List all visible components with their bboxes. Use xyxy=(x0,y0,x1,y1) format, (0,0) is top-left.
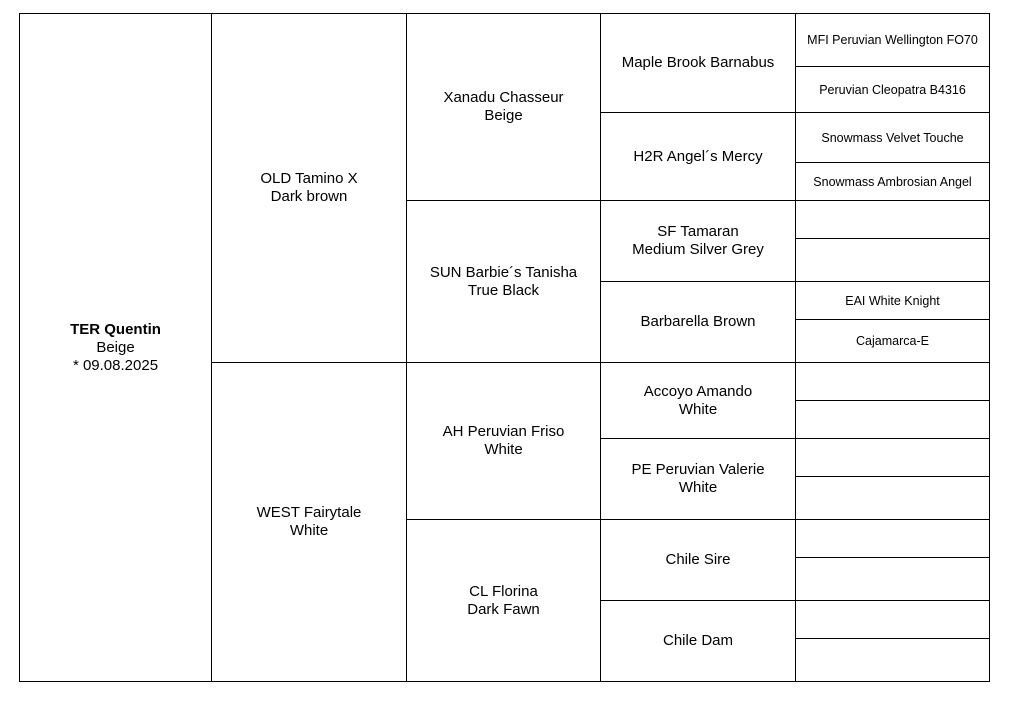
ggg-parent-cell xyxy=(795,557,990,601)
ggg-parent-cell xyxy=(795,438,990,477)
great-grandparent-cell xyxy=(600,438,796,520)
grandparent-cell xyxy=(406,519,601,682)
grandparent-cell xyxy=(406,362,601,520)
ggg-parent-cell xyxy=(795,400,990,439)
great-grandparent-name: Accoyo Amando xyxy=(643,382,753,400)
ggg-parent-cell xyxy=(795,519,990,558)
great-grandparent-cell xyxy=(600,281,796,363)
great-grandparent-name: SF Tamaran xyxy=(657,223,739,240)
ggg-parent-cell xyxy=(795,281,990,320)
ggg-parent-cell xyxy=(795,162,990,201)
grandparent-color: Dark Fawn xyxy=(467,600,540,618)
ggg-parent-cell xyxy=(795,476,990,520)
dam-cell xyxy=(211,362,407,682)
ggg-parent-name: Snowmass Velvet Touche xyxy=(821,130,964,145)
grandparent-color: True Black xyxy=(467,281,540,299)
ggg-parent-name: Snowmass Ambrosian Angel xyxy=(813,174,972,189)
subject-birth: * 09.08.2025 xyxy=(72,356,159,374)
dam-name: WEST Fairytale xyxy=(256,504,362,521)
grandparent-color: Beige xyxy=(484,107,523,124)
great-grandparent-name: PE Peruvian Valerie xyxy=(631,461,765,478)
ggg-parent-name: Peruvian Cleopatra B4316 xyxy=(819,82,966,97)
ggg-parent-name: MFI Peruvian Wellington FO70 xyxy=(807,33,978,47)
ggg-parent-cell xyxy=(795,238,990,282)
great-grandparent-name: H2R Angel´s Mercy xyxy=(633,147,763,165)
grandparent-cell xyxy=(406,200,601,363)
great-grandparent-name: Maple Brook Barnabus xyxy=(621,54,775,71)
great-grandparent-cell xyxy=(600,13,796,113)
subject-name: TER Quentin xyxy=(70,320,161,338)
grandparent-name: SUN Barbie´s Tanisha xyxy=(429,263,578,281)
ggg-parent-cell xyxy=(795,319,990,363)
grandparent-color: White xyxy=(484,441,523,458)
great-grandparent-cell xyxy=(600,112,796,201)
sire-name: OLD Tamino X xyxy=(260,170,358,187)
ggg-parent-cell xyxy=(795,66,990,113)
ggg-parent-cell xyxy=(795,362,990,401)
subject-cell xyxy=(19,13,212,682)
great-grandparent-cell xyxy=(600,600,796,682)
ggg-parent-cell xyxy=(795,112,990,163)
ggg-parent-cell xyxy=(795,600,990,639)
grandparent-name: Xanadu Chasseur xyxy=(443,89,564,106)
ggg-parent-name: Cajamarca-E xyxy=(856,334,929,348)
great-grandparent-name: Chile Dam xyxy=(662,632,734,649)
sire-color: Dark brown xyxy=(270,188,348,205)
ggg-parent-name: EAI White Knight xyxy=(845,293,940,308)
great-grandparent-cell xyxy=(600,200,796,282)
ggg-parent-cell xyxy=(795,200,990,239)
great-grandparent-name: Chile Sire xyxy=(665,551,731,568)
subject-color: Beige xyxy=(96,338,135,356)
great-grandparent-cell xyxy=(600,519,796,601)
grandparent-name: CL Florina xyxy=(469,582,538,600)
dam-color: White xyxy=(289,522,329,539)
sire-cell xyxy=(211,13,407,363)
ggg-parent-cell xyxy=(795,638,990,682)
grandparent-name: AH Peruvian Friso xyxy=(442,423,565,440)
great-grandparent-color: White xyxy=(678,400,718,418)
grandparent-cell xyxy=(406,13,601,201)
great-grandparent-color: White xyxy=(678,479,718,496)
great-grandparent-name: Barbarella Brown xyxy=(640,313,756,330)
great-grandparent-color: Medium Silver Grey xyxy=(632,241,764,258)
ggg-parent-cell xyxy=(795,13,990,67)
great-grandparent-cell xyxy=(600,362,796,439)
